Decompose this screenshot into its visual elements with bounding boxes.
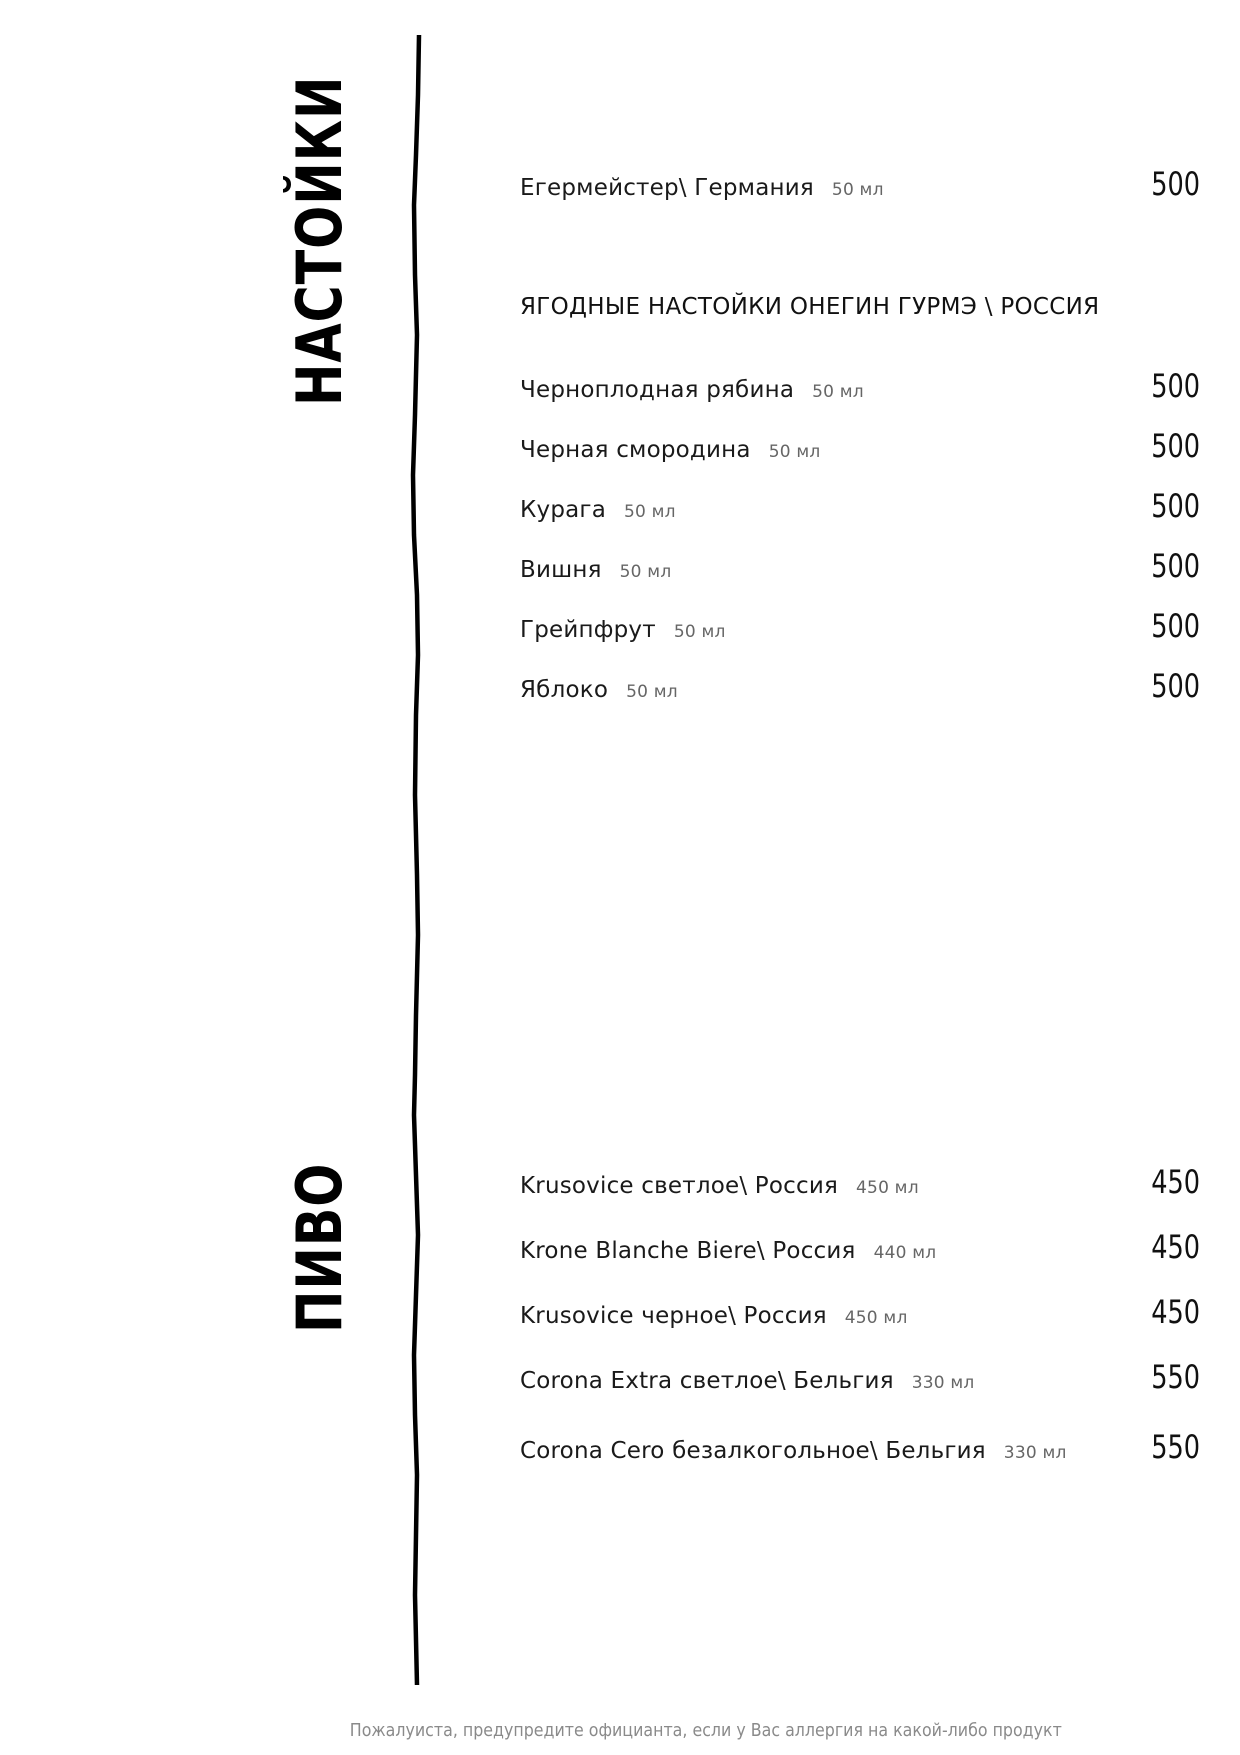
item-price: 500 [1151,667,1200,705]
vertical-divider [400,35,430,1685]
menu-item [520,667,1200,707]
item-volume: 50 мл [673,622,726,642]
item-name: Krusovice черное\ Россия 450 мл [520,1303,908,1329]
item-name: Черная смородина 50 мл [520,437,821,463]
menu-item [520,547,1200,587]
item-price: 500 [1151,487,1200,525]
item-name: Corona Extra светлое\ Бельгия 330 мл [520,1368,975,1394]
item-price: 500 [1151,547,1200,585]
item-name: Яблоко 50 мл [520,677,678,703]
menu-item [520,1293,1200,1333]
item-volume: 330 мл [1003,1443,1067,1463]
item-volume: 50 мл [812,382,864,402]
item-volume: 50 мл [626,682,678,702]
menu-item [520,1358,1200,1398]
item-price: 500 [1151,427,1200,465]
menu-item [520,165,1200,205]
item-volume: 50 мл [831,180,884,200]
menu-item [520,607,1200,647]
item-price: 500 [1151,367,1200,405]
item-price: 450 [1151,1163,1200,1201]
item-price: 500 [1151,607,1200,645]
allergy-notice: Пожалуиста, предупредите официанта, если у Вас аллергия на какой-либо продукт [349,1720,1062,1741]
item-name: Курага 50 мл [520,497,676,523]
item-price: 450 [1151,1293,1200,1331]
item-name: Егермейстер\ Германия 50 мл [520,175,884,201]
item-name: Черноплодная рябина 50 мл [520,377,864,403]
menu-item [520,367,1200,407]
item-name: Krusovice светлое\ Россия 450 мл [520,1173,919,1199]
item-volume: 440 мл [873,1243,937,1263]
item-name: Грейпфрут 50 мл [520,617,726,643]
item-price: 550 [1151,1428,1200,1466]
item-volume: 330 мл [911,1373,975,1393]
item-volume: 50 мл [619,562,672,582]
item-name: Вишня 50 мл [520,557,672,583]
section-title-nastoyki: НАСТОЙКИ [283,75,356,406]
subheading-berry-liqueurs: ЯГОДНЫЕ НАСТОЙКИ ОНЕГИН ГУРМЭ \ РОССИЯ [520,294,1100,320]
item-volume: 450 мл [844,1308,908,1328]
item-price: 500 [1151,165,1200,203]
item-volume: 50 мл [768,442,821,462]
item-price: 450 [1151,1228,1200,1266]
item-price: 550 [1151,1358,1200,1396]
menu-item [520,487,1200,527]
section-title-pivo: ПИВО [283,1162,356,1333]
item-volume: 450 мл [856,1178,919,1198]
item-volume: 50 мл [624,502,676,522]
menu-item [520,427,1200,467]
menu-item [520,1228,1200,1268]
item-name: Corona Cero безалкогольное\ Бельгия 330 мл [520,1438,1067,1464]
item-name: Krone Blanche Biere\ Россия 440 мл [520,1238,937,1264]
menu-item [520,1428,1200,1468]
menu-item [520,1163,1200,1203]
